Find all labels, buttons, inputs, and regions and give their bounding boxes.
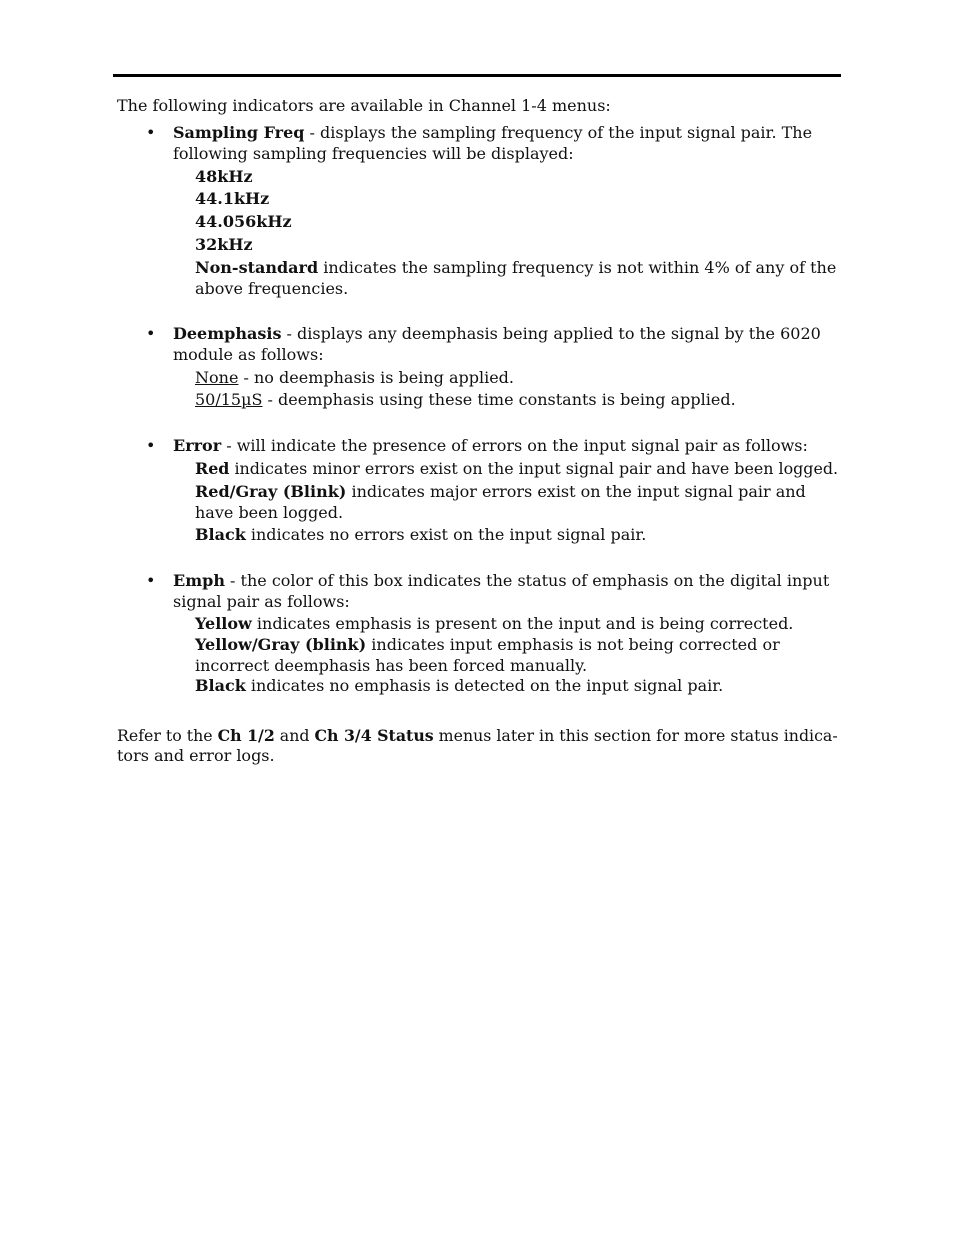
deemphasis-desc-1: - displays any deemphasis being applied to the signal by the 6020 [281, 324, 821, 343]
emph-ygray-term: Yellow/Gray (blink) [195, 635, 367, 654]
time-constant-line [195, 390, 736, 410]
error-red-term: Red [195, 459, 230, 478]
footer-part-3: menus later in this section for more status indica- [433, 726, 838, 745]
emph-black-desc: indicates no emphasis is detected on the input signal pair. [245, 676, 724, 695]
nonstandard-line-1 [195, 258, 836, 278]
intro-text: The following indicators are available in Channel 1-4 menus: [117, 96, 611, 115]
emph-ygray-line [195, 635, 780, 655]
sampling-desc-1: - displays the sampling frequency of the input signal pair. The [304, 123, 813, 142]
time-constant-term: 50/15µS [195, 390, 263, 409]
emph-black-line [195, 676, 723, 696]
footer-part-1: Refer to the [117, 726, 218, 745]
emph-yellow-desc: indicates emphasis is present on the input and is being corrected. [251, 614, 794, 633]
error-term: Error [173, 436, 222, 455]
deemphasis-term: Deemphasis [173, 324, 282, 343]
emph-ygray-desc-2: incorrect deemphasis has been forced manually. [195, 656, 588, 675]
top-rule [113, 74, 841, 77]
error-red-line [195, 459, 838, 479]
freq-44-056: 44.056kHz [195, 212, 292, 231]
footer-line-2: tors and error logs. [117, 746, 275, 765]
emph-term: Emph [173, 571, 225, 590]
emph-desc-1: - the color of this box indicates the status of emphasis on the digital input [224, 571, 830, 590]
nonstandard-desc-1: indicates the sampling frequency is not within 4% of any of the [318, 258, 837, 277]
footer-line-1 [117, 726, 838, 746]
freq-48: 48kHz [195, 167, 253, 186]
sampling-desc-2: following sampling frequencies will be displayed: [173, 144, 574, 163]
emph-yellow-line [195, 614, 793, 634]
bullet-deemphasis: • [146, 324, 156, 343]
sampling-line-1 [173, 123, 812, 143]
footer-part-2: and [274, 726, 315, 745]
none-term: None [195, 368, 239, 387]
footer-ch12: Ch 1/2 [217, 726, 275, 745]
emph-desc-2: signal pair as follows: [173, 592, 350, 611]
error-blink-desc-1: indicates major errors exist on the input signal pair and [346, 482, 806, 501]
deemphasis-line-1 [173, 324, 821, 344]
error-black-desc: indicates no errors exist on the input signal pair. [245, 525, 647, 544]
bullet-error: • [146, 436, 156, 455]
freq-44-1: 44.1kHz [195, 189, 270, 208]
error-black-term: Black [195, 525, 246, 544]
error-blink-term: Red/Gray (Blink) [195, 482, 347, 501]
error-blink-desc-2: have been logged. [195, 503, 344, 522]
time-constant-desc: - deemphasis using these time constants is being applied. [262, 390, 736, 409]
error-desc-1: - will indicate the presence of errors on the input signal pair as follows: [221, 436, 808, 455]
bullet-sampling: • [146, 123, 156, 142]
bullet-emph: • [146, 571, 156, 590]
none-desc: - no deemphasis is being applied. [238, 368, 514, 387]
none-line [195, 368, 514, 388]
emph-yellow-term: Yellow [195, 614, 252, 633]
freq-32: 32kHz [195, 235, 253, 254]
nonstandard-desc-2: above frequencies. [195, 279, 349, 298]
error-line-1 [173, 436, 808, 456]
footer-ch34-status: Ch 3/4 Status [314, 726, 434, 745]
emph-black-term: Black [195, 676, 246, 695]
emph-line-1 [173, 571, 829, 591]
deemphasis-desc-2: module as follows: [173, 345, 324, 364]
error-blink-line [195, 482, 806, 502]
emph-ygray-desc-1: indicates input emphasis is not being corrected or [366, 635, 780, 654]
error-black-line [195, 525, 646, 545]
sampling-term: Sampling Freq [173, 123, 305, 142]
nonstandard-term: Non-standard [195, 258, 319, 277]
error-red-desc: indicates minor errors exist on the input signal pair and have been logged. [229, 459, 839, 478]
